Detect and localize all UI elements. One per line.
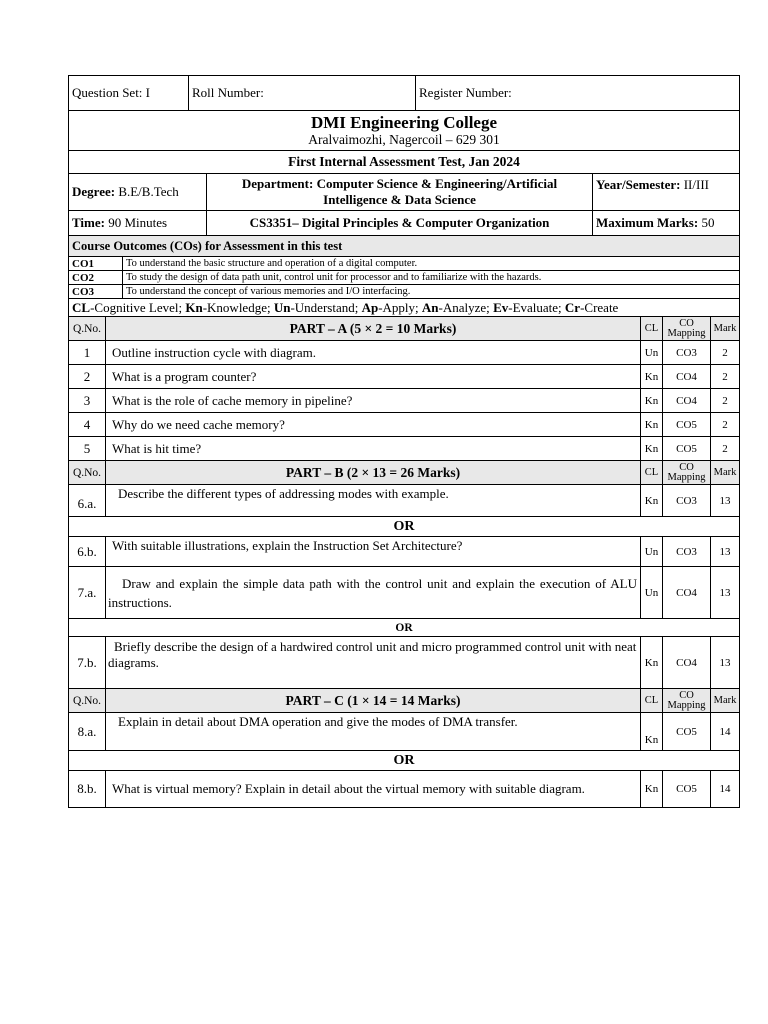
degree-label: Degree: — [72, 184, 116, 199]
question-row: 5 What is hit time? Kn CO5 2 — [69, 437, 740, 461]
part-b-header: Q.No. PART – B (2 × 13 = 26 Marks) CL CO Mapping Mark — [69, 461, 740, 485]
course-outcome-row — [69, 257, 740, 271]
part-a-title: PART – A (5 × 2 = 10 Marks) — [106, 317, 641, 341]
year-semester-cell — [593, 174, 740, 211]
or-divider: OR — [69, 751, 740, 771]
co-code: CO3 — [69, 285, 123, 299]
co-text: To understand the concept of various memories and I/O interfacing. — [123, 285, 740, 299]
max-marks-value: 50 — [698, 215, 715, 230]
question-row: 8.b. What is virtual memory? Explain in detail about the virtual memory with suitable diagram. Kn CO5 14 — [69, 771, 740, 808]
part-a-header: Q.No. PART – A (5 × 2 = 10 Marks) CL CO Mapping Mark — [69, 317, 740, 341]
question-row: 6.b. With suitable illustrations, explain the Instruction Set Architecture? Un CO3 13 — [69, 537, 740, 567]
year-semester-value: II/III — [680, 177, 709, 192]
question-row: 1 Outline instruction cycle with diagram. Un CO3 2 — [69, 341, 740, 365]
course-outcome-row — [69, 285, 740, 299]
question-row: 3 What is the role of cache memory in pipeline? Kn CO4 2 — [69, 389, 740, 413]
or-divider: OR — [69, 517, 740, 537]
co-code: CO2 — [69, 271, 123, 285]
question-set: Question Set: I — [69, 76, 189, 111]
question-row: 4 Why do we need cache memory? Kn CO5 2 — [69, 413, 740, 437]
question-paper — [68, 75, 740, 808]
co-text: To study the design of data path unit, control unit for processor and to familiarize with the hazards. — [123, 271, 740, 285]
course-outcomes-table — [68, 236, 740, 317]
degree-cell — [69, 174, 207, 211]
question-row: 7.b. Briefly describe the design of a hardwired control unit and micro programmed control unit with neat diagrams. Kn CO4 13 — [69, 637, 740, 689]
co-code: CO1 — [69, 257, 123, 271]
college-name: DMI Engineering College — [310, 113, 498, 132]
year-semester-label: Year/Semester: — [596, 177, 681, 192]
exam-title-block — [68, 151, 740, 174]
department-label: Department: — [241, 176, 314, 191]
or-divider: OR — [69, 619, 740, 637]
co-text: To understand the basic structure and operation of a digital computer. — [123, 257, 740, 271]
department-value: Computer Science & Engineering/Artificial Intelligence & Data Science — [313, 176, 558, 207]
question-row: 6.a. Describe the different types of addressing modes with example. Kn CO3 13 — [69, 485, 740, 517]
time-value: 90 Minutes — [104, 215, 168, 230]
questions-table — [68, 317, 740, 808]
max-marks-cell — [593, 211, 740, 236]
course-outcomes-heading: Course Outcomes (COs) for Assessment in this test — [69, 236, 740, 257]
department-cell — [207, 174, 593, 211]
part-c-title: PART – C (1 × 14 = 14 Marks) — [106, 689, 641, 713]
register-number-field: Register Number: — [416, 76, 740, 111]
college-address: Aralvaimozhi, Nagercoil – 629 301 — [308, 132, 500, 147]
course-info-table — [68, 174, 740, 236]
exam-title: First Internal Assessment Test, Jan 2024 — [69, 151, 740, 174]
time-label: Time: — [72, 215, 105, 230]
roll-number-field: Roll Number: — [189, 76, 416, 111]
identification-table — [68, 75, 740, 111]
degree-value: B.E/B.Tech — [115, 184, 179, 199]
time-cell — [69, 211, 207, 236]
part-c-header: Q.No. PART – C (1 × 14 = 14 Marks) CL CO Mapping Mark — [69, 689, 740, 713]
part-b-title: PART – B (2 × 13 = 26 Marks) — [106, 461, 641, 485]
max-marks-label: Maximum Marks: — [596, 215, 699, 230]
question-row: 8.a. Explain in detail about DMA operation and give the modes of DMA transfer. Kn CO5 14 — [69, 713, 740, 751]
question-row: 2 What is a program counter? Kn CO4 2 — [69, 365, 740, 389]
course-name: CS3351– Digital Principles & Computer Organization — [207, 211, 593, 236]
cognitive-level-legend: CL-Cognitive Level; Kn-Knowledge; Un-Understand; Ap-Apply; An-Analyze; Ev-Evaluate; Cr-Create — [69, 299, 740, 317]
course-outcome-row — [69, 271, 740, 285]
college-block — [68, 111, 740, 151]
question-row: 7.a. Draw and explain the simple data path with the control unit and explain the execution of ALU instructions. Un CO4 13 — [69, 567, 740, 619]
